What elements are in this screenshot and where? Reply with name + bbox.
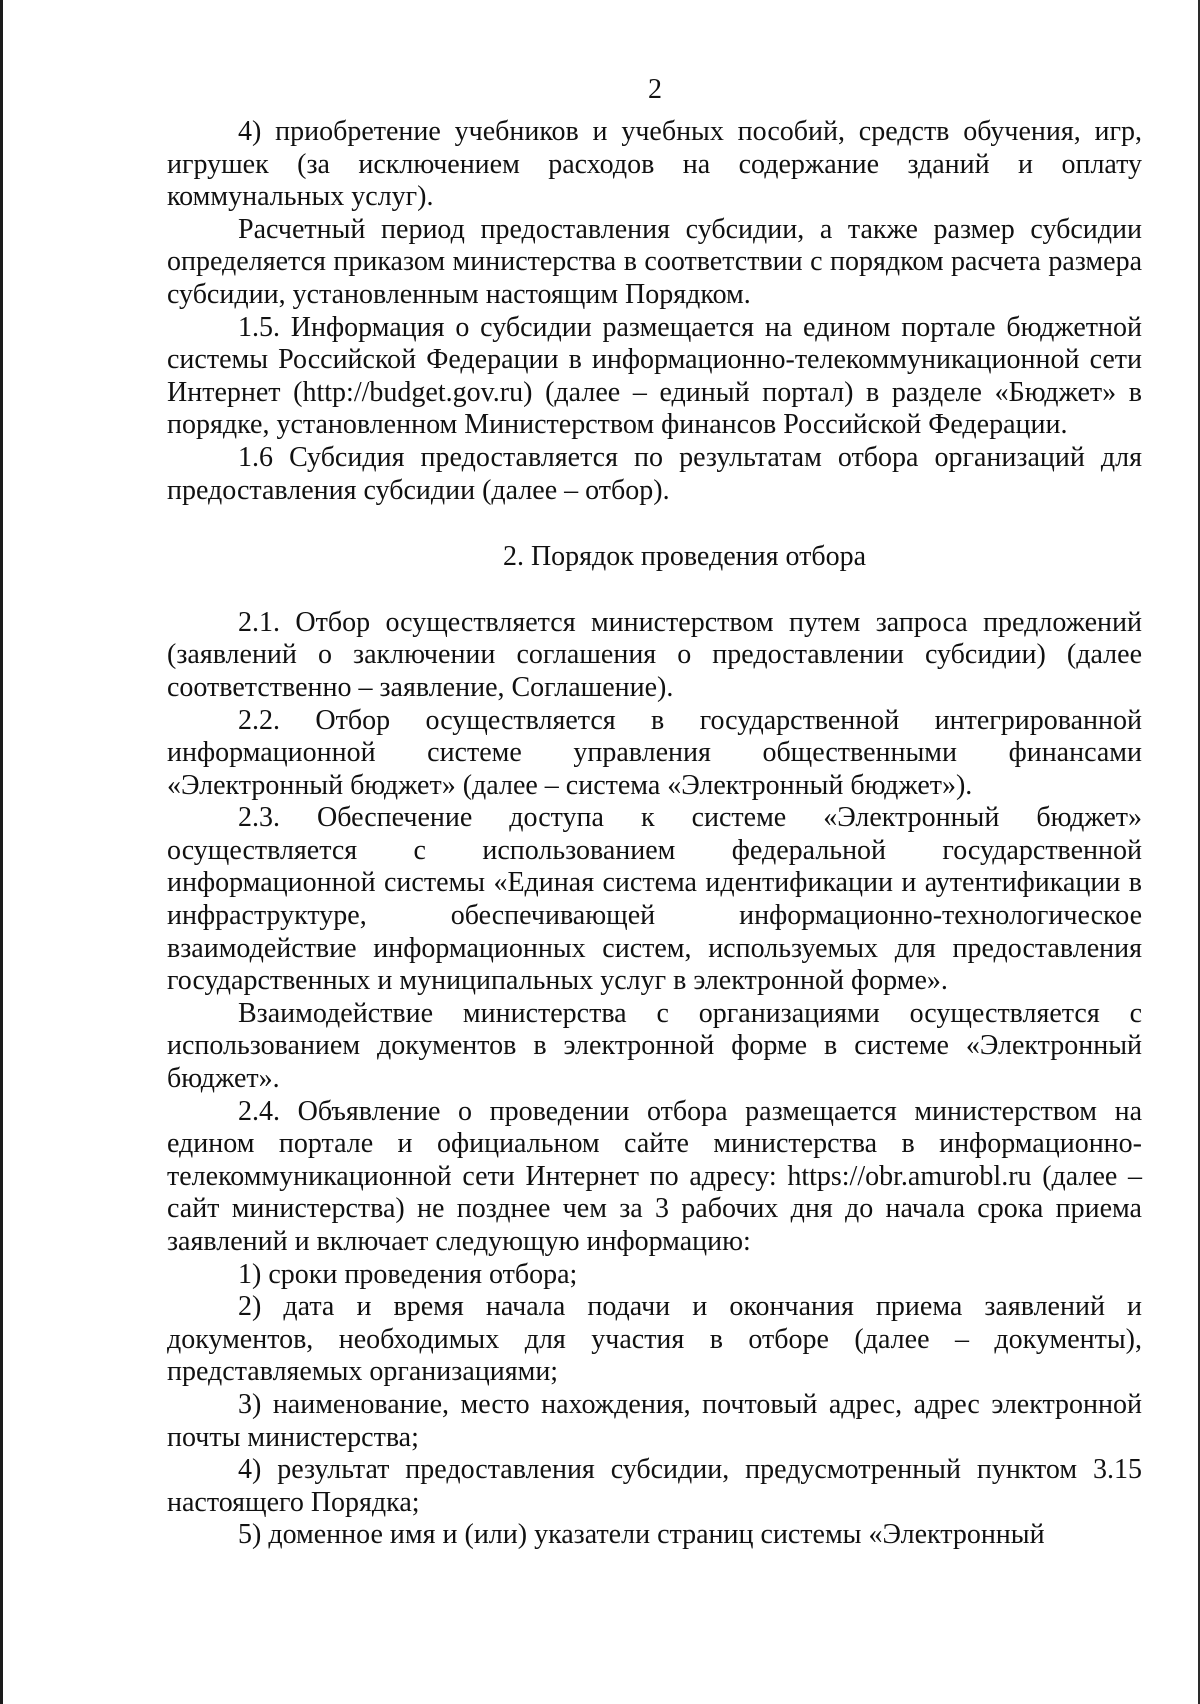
- paragraph: 1.5. Информация о субсидии размещается на едином портале бюджетной системы Российской Федерации в информационно-телекоммуникационной сети Интернет (http://budget.gov.ru) (далее – единый портал) в разделе «Бюджет» в порядке, установленном Министерством финансов Российской Федерации.: [167, 311, 1142, 441]
- list-item: 5) доменное имя и (или) указатели страниц системы «Электронный: [238, 1519, 1045, 1551]
- document-body: [167, 116, 1142, 1552]
- list-item: 2) дата и время начала подачи и окончания приема заявлений и документов, необходимых для участия в отборе (далее – документы), представляемых организациями;: [167, 1291, 1142, 1388]
- paragraph: 2.3. Обеспечение доступа к системе «Электронный бюджет» осуществляется с использованием федеральной государственной информационной системы «Единая система идентификации и аутентификации в инфраструктуре, обеспечивающей информационно-технологическое взаимодействие информационных систем, используемых для предоставления государственных и муниципальных услуг в электронной форме».: [167, 802, 1142, 997]
- list-item: 1) сроки проведения отбора;: [238, 1258, 578, 1290]
- paragraph: 2.1. Отбор осуществляется министерством путем запроса предложений (заявлений о заключении соглашения о предоставлении субсидии) (далее соответственно – заявление, Соглашение).: [167, 606, 1142, 703]
- list-item: 3) наименование, место нахождения, почтовый адрес, адрес электронной почты министерства;: [167, 1388, 1142, 1453]
- scan-left-edge: [0, 0, 3, 1704]
- paragraph: Взаимодействие министерства с организациями осуществляется с использованием документов в электронной форме в системе «Электронный бюджет».: [167, 997, 1142, 1095]
- paragraph: 4) приобретение учебников и учебных пособий, средств обучения, игр, игрушек (за исключением расходов на содержание зданий и оплату коммунальных услуг).: [167, 116, 1142, 213]
- paragraph: 2.4. Объявление о проведении отбора размещается министерством на едином портале и официальном сайте министерства в информационно-телекоммуникационной сети Интернет по адресу: https://obr.amurobl.ru (далее – сайт министерства) не позднее чем за 3 рабочих дня до начала срока приема заявлений и включает следующую информацию:: [167, 1095, 1142, 1257]
- paragraph: Расчетный период предоставления субсидии, а также размер субсидии определяется приказом министерства в соответствии с порядком расчета размера субсидии, установленным настоящим Порядком.: [167, 213, 1142, 310]
- list-item: 4) результат предоставления субсидии, предусмотренный пунктом 3.15 настоящего Порядка;: [167, 1454, 1142, 1518]
- paragraph: 2.2. Отбор осуществляется в государственной интегрированной информационной системе управления общественными финансами «Электронный бюджет» (далее – система «Электронный бюджет»).: [167, 704, 1142, 801]
- page-number: 2: [648, 74, 662, 105]
- paragraph: 1.6 Субсидия предоставляется по результатам отбора организаций для предоставления субсидии (далее – отбор).: [167, 441, 1142, 506]
- section-heading: 2. Порядок проведения отбора: [502, 541, 867, 573]
